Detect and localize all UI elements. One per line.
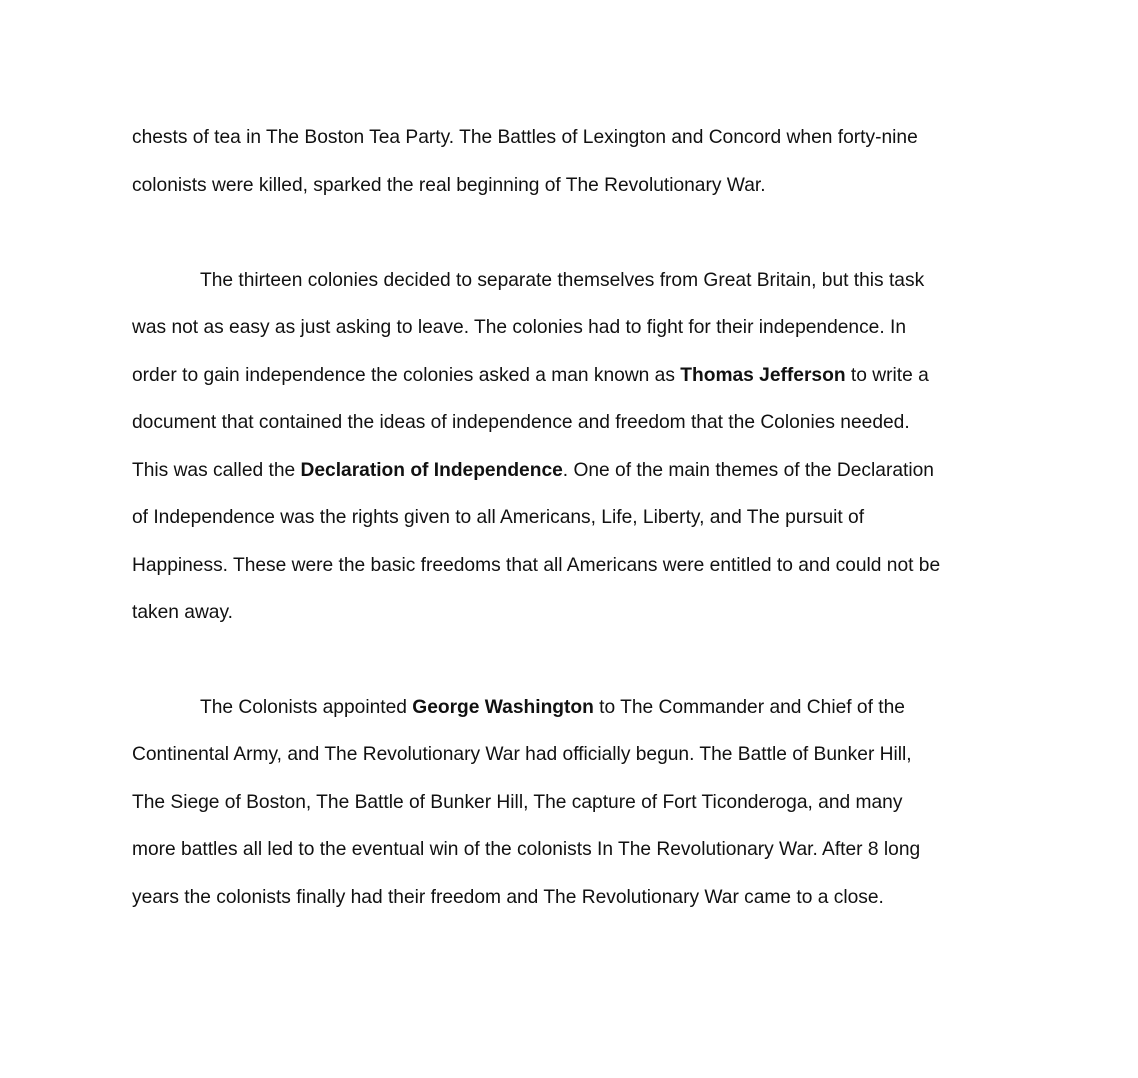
- paragraph-2-line-5: [132, 459, 934, 483]
- text-run: order to gain independence the colonies asked a man known as: [132, 365, 681, 386]
- bold-declaration-of-independence: Declaration of Independence: [300, 460, 563, 481]
- paragraph-3-line-4: more battles all led to the eventual win of the colonists In The Revolutionary War. After 8 long: [132, 839, 921, 860]
- paragraph-1-line-2: colonists were killed, sparked the real beginning of The Revolutionary War.: [132, 175, 766, 196]
- paragraph-3-line-3: The Siege of Boston, The Battle of Bunker Hill, The capture of Fort Ticonderoga, and many: [132, 792, 903, 813]
- paragraph-3-line-2: Continental Army, and The Revolutionary War had officially begun. The Battle of Bunker Hill,: [132, 744, 912, 765]
- bold-name-george-washington: George Washington: [412, 697, 594, 718]
- paragraph-2-line-1: The thirteen colonies decided to separate themselves from Great Britain, but this task: [200, 270, 925, 291]
- paragraph-2-line-2: was not as easy as just asking to leave. The colonies had to fight for their independence. In: [132, 317, 907, 338]
- paragraph-3-line-5: years the colonists finally had their freedom and The Revolutionary War came to a close.: [132, 887, 884, 908]
- paragraph-2-line-8: taken away.: [132, 602, 233, 623]
- text-run: . One of the main themes of the Declaration: [562, 460, 934, 481]
- text-run: to The Commander and Chief of the: [593, 697, 905, 718]
- paragraph-2-line-7: Happiness. These were the basic freedoms that all Americans were entitled to and could not be: [132, 555, 941, 576]
- bold-name-thomas-jefferson: Thomas Jefferson: [680, 365, 846, 386]
- paragraph-1-line-1: chests of tea in The Boston Tea Party. The Battles of Lexington and Concord when forty-nine: [132, 127, 918, 148]
- text-run: The Colonists appointed: [200, 697, 413, 718]
- text-run: This was called the: [132, 460, 301, 481]
- paragraph-2-line-6: of Independence was the rights given to all Americans, Life, Liberty, and The pursuit of: [132, 507, 865, 528]
- paragraph-2-line-3: [132, 364, 929, 388]
- text-run: to write a: [845, 365, 929, 386]
- paragraph-2-line-4: document that contained the ideas of independence and freedom that the Colonies needed.: [132, 412, 910, 433]
- paragraph-3-line-1: [200, 696, 905, 720]
